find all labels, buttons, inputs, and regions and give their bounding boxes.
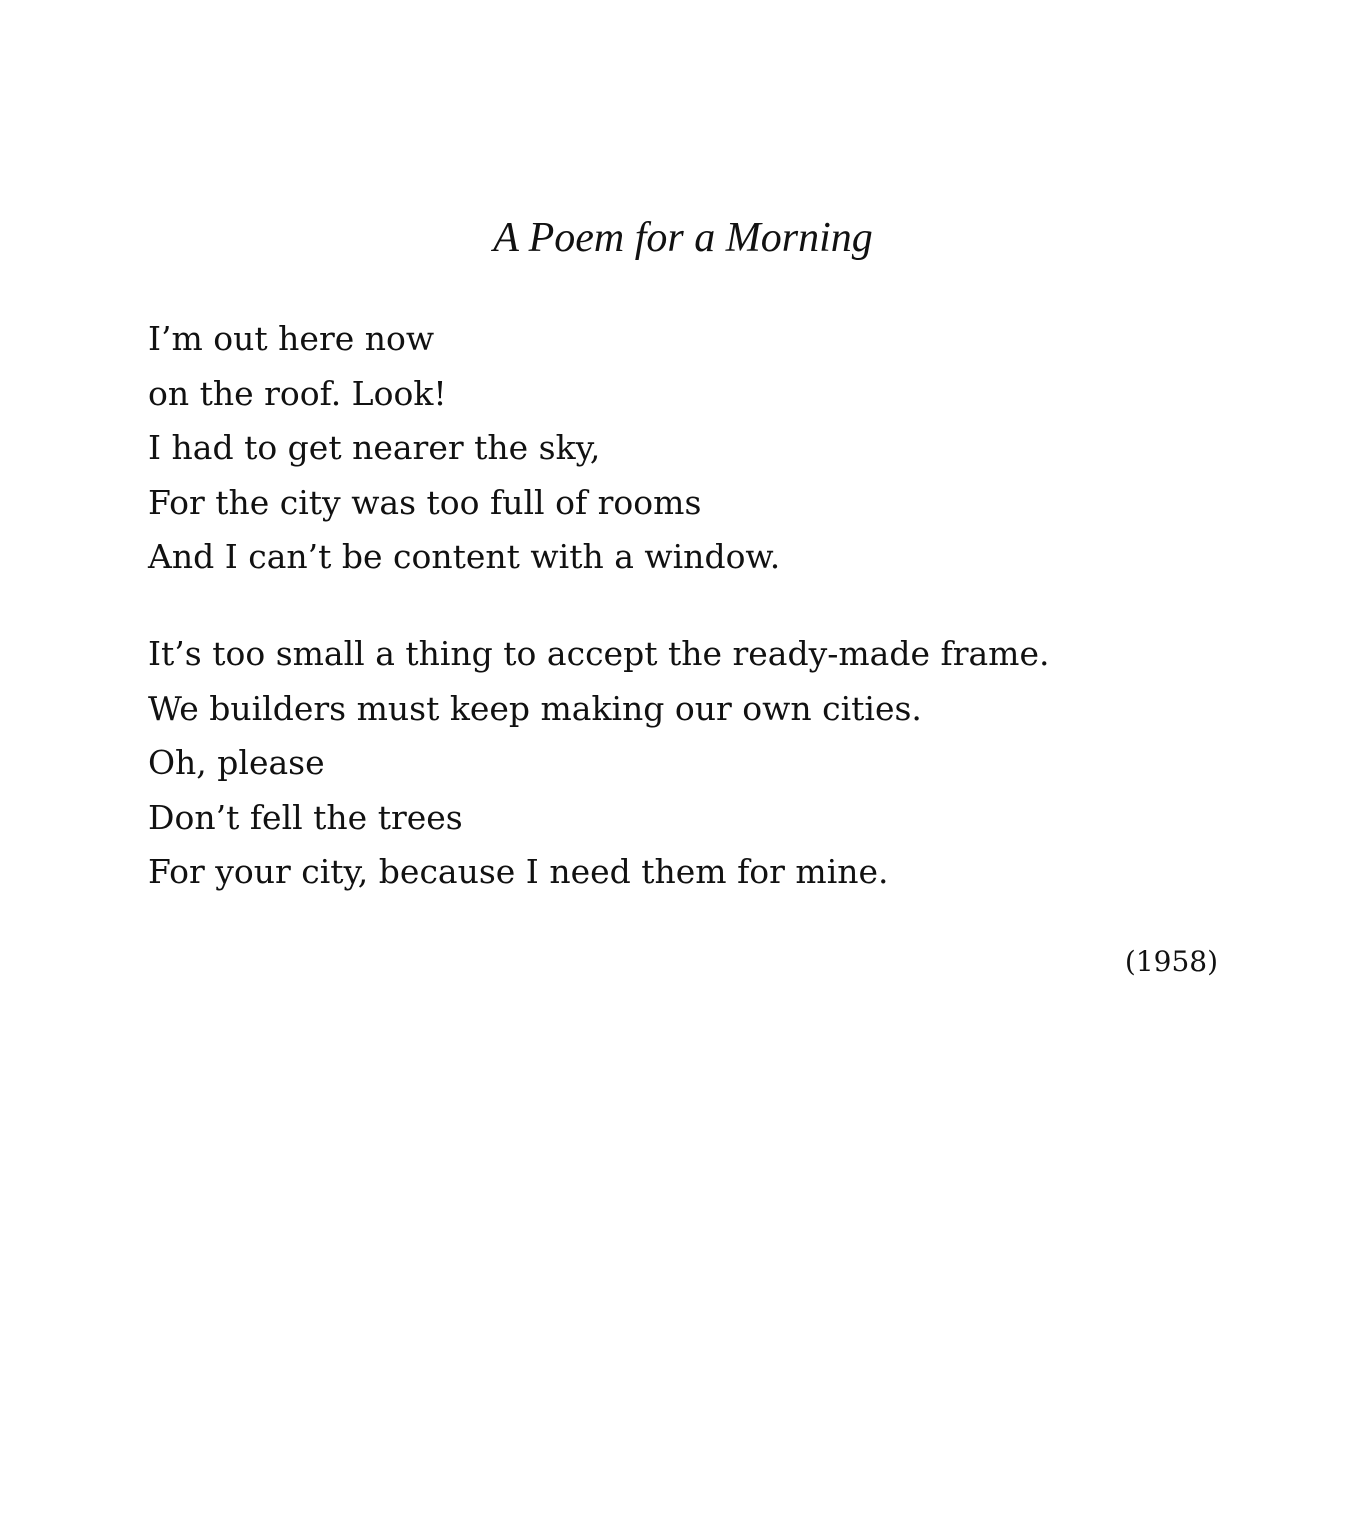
poem-line: For the city was too full of rooms: [148, 482, 702, 522]
poem-date: (1958): [1124, 945, 1218, 978]
poem-line: For your city, because I need them for mine.: [148, 852, 889, 891]
stanza-2: [148, 627, 1248, 900]
poem-line: on the roof. Look!: [148, 373, 447, 413]
poem-line: I had to get nearer the sky,: [148, 428, 601, 467]
poem-line: I’m out here now: [148, 319, 435, 358]
poem-line: We builders must keep making our own cities.: [148, 688, 922, 728]
poem-line: And I can’t be content with a window.: [148, 537, 781, 576]
stanza-1: [148, 312, 1248, 585]
poem-line: Don’t fell the trees: [148, 797, 463, 837]
poem-title: A Poem for a Morning: [493, 215, 873, 261]
poem-line: It’s too small a thing to accept the ready-made frame.: [148, 634, 1050, 673]
poem-line: Oh, please: [148, 743, 325, 782]
